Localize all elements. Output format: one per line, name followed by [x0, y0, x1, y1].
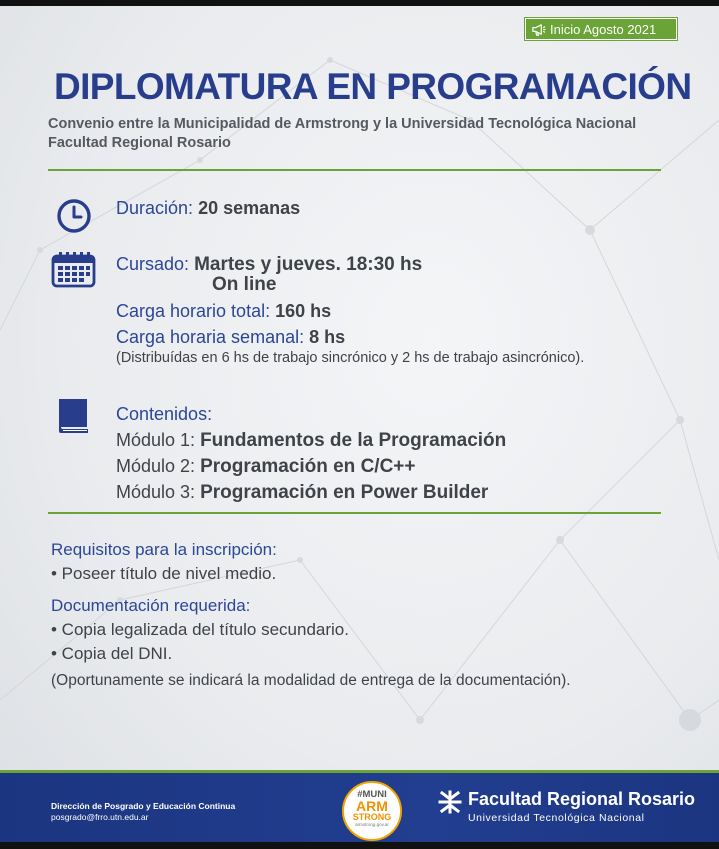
documentacion-heading: Documentación requerida:	[51, 596, 251, 615]
documentacion-item-1: • Copia legalizada del título secundario.	[51, 620, 349, 639]
footer-department: Dirección de Posgrado y Educación Continua	[51, 801, 236, 811]
carga-note: (Distribuídas en 6 hs de trabajo sincrónico y 2 hs de trabajo asincrónico).	[116, 350, 585, 366]
frro-name: Facultad Regional Rosario	[468, 789, 696, 809]
carga-semanal-line	[116, 327, 345, 348]
modulo-1	[116, 430, 506, 452]
duracion-line	[116, 198, 300, 219]
modulo-1-value: Fundamentos de la Programación	[200, 430, 507, 451]
modulo-2	[116, 456, 415, 478]
carga-semanal-label: Carga horaria semanal:	[116, 327, 305, 347]
modulo-1-label: Módulo 1:	[116, 430, 196, 450]
requisito-item: • Poseer título de nivel medio.	[51, 564, 277, 583]
calendar-icon	[51, 252, 96, 288]
carga-semanal-value: 8 hs	[309, 327, 346, 347]
duracion-label: Duración:	[116, 198, 194, 218]
footer	[0, 770, 719, 842]
page-title: DIPLOMATURA EN PROGRAMACIÓN	[54, 66, 692, 107]
frro-subtitle: Universidad Tecnológica Nacional	[468, 812, 645, 824]
documentacion-item-2: • Copia del DNI.	[51, 644, 173, 663]
clock-icon	[56, 198, 92, 234]
muni-logo-line-2: ARM	[356, 798, 388, 814]
documentacion-note: (Oportunamente se indicará la modalidad de entrega de la documentación).	[51, 672, 571, 689]
cursado-value: Martes y jueves. 18:30 hs	[194, 254, 423, 275]
divider-bottom	[48, 512, 661, 514]
megaphone-icon	[531, 22, 546, 37]
start-date-badge	[525, 18, 677, 40]
contenidos-heading: Contenidos:	[116, 404, 213, 424]
muni-logo-line-4: armstrong.gov.ar	[355, 822, 389, 827]
modulo-2-label: Módulo 2:	[116, 456, 196, 476]
muni-armstrong-logo	[342, 781, 402, 841]
modulo-3-label: Módulo 3:	[116, 482, 196, 502]
footer-email: posgrado@frro.utn.edu.ar	[51, 812, 149, 822]
carga-total-line	[116, 301, 331, 322]
modulo-3-value: Programación en Power Builder	[200, 482, 489, 503]
carga-total-value: 160 hs	[275, 301, 332, 321]
duracion-value: 20 semanas	[198, 198, 301, 218]
subtitle-line-1: Convenio entre la Municipalidad de Armstrong y la Universidad Tecnológica Nacional	[48, 116, 637, 132]
cursado-label: Cursado:	[116, 254, 190, 274]
requisitos-heading: Requisitos para la inscripción:	[51, 540, 277, 559]
subtitle	[48, 115, 688, 153]
modulo-2-value: Programación en C/C++	[200, 456, 416, 477]
cursado-modalidad: On line	[212, 274, 277, 295]
muni-logo-line-1: #MUNI	[357, 789, 387, 800]
start-date-label: Inicio Agosto 2021	[550, 22, 657, 37]
book-icon	[57, 398, 91, 434]
modulo-3	[116, 482, 488, 504]
utn-logo-icon	[438, 790, 462, 814]
divider-top	[48, 169, 661, 171]
cursado-line	[116, 254, 422, 276]
cursado-modalidad-line	[212, 274, 276, 296]
carga-total-label: Carga horario total:	[116, 301, 271, 321]
bottom-border	[0, 842, 719, 849]
muni-logo-line-3: STRONG	[352, 812, 392, 822]
subtitle-line-2: Facultad Regional Rosario	[48, 135, 231, 151]
